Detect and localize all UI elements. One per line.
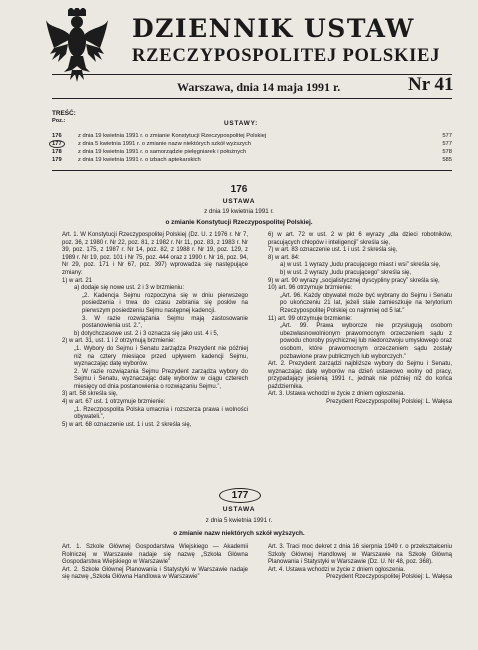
header-rule-bottom bbox=[52, 98, 452, 99]
toc-item-title: z dnia 5 kwietnia 1991 r. o zmianie nazw niektórych szkół wyższych bbox=[78, 141, 252, 147]
toc-item[interactable] bbox=[52, 132, 452, 140]
act-176-paragraph: 11) art. 99 otrzymuje brzmienie: bbox=[268, 315, 352, 322]
act-176-paragraph: 7) w art. 83 oznaczenie ust. 1 i ust. 2 skreśla się, bbox=[268, 247, 398, 254]
act-177-paragraph: Art. 2. Szkole Głównej Planowania i Statystyki w Warszawie nadaje się nazwę „Szkoła Główna Handlowa w Warszawie” bbox=[62, 566, 248, 581]
act-176-paragraph: 4) w art. 67 ust. 1 otrzymuje brzmienie: bbox=[62, 399, 166, 406]
act-176-paragraph: 3) art. 58 skreśla się, bbox=[62, 391, 118, 398]
act-177-subject: o zmianie nazw niektórych szkół wyższych. bbox=[173, 530, 305, 537]
act-177-date: z dnia 5 kwietnia 1991 r. bbox=[205, 517, 273, 524]
toc-item-title: z dnia 19 kwietnia 1991 r. o izbach aptekarskich bbox=[78, 157, 201, 163]
header-rule-top bbox=[52, 74, 452, 75]
act-176-signature: Prezydent Rzeczypospolitej Polskiej: L. Wałęsa bbox=[326, 399, 452, 406]
gazette-title: DZIENNIK USTAW bbox=[132, 14, 415, 43]
toc-poz-label: Poz.: bbox=[52, 118, 66, 124]
toc-section-title: USTAWY: bbox=[224, 120, 259, 127]
toc-item-page: 577 bbox=[442, 141, 452, 147]
toc-label: TREŚĆ: bbox=[52, 110, 76, 117]
toc-item-page: 577 bbox=[442, 133, 452, 139]
act-176-paragraph: „2. Kadencja Sejmu rozpoczyna się w dniu pierwszego posiedzenia i trwa do czasu zebrania się posłów na pierwszym posiedzeniu Sejmu następnej kadencji. bbox=[82, 292, 248, 314]
act-177-type: USTAWA bbox=[222, 506, 256, 513]
act-177-right-column bbox=[258, 544, 452, 582]
act-176-paragraph: a) dodaje się nowe ust. 2 i 3 w brzmieniu: bbox=[74, 285, 185, 292]
act-176-left-column bbox=[52, 232, 248, 429]
act-177-paragraph: Art. 1. Szkole Głównej Gospodarstwa Wiejskiego — Akademii Rolniczej w Warszawie nadaje się nazwę „Szkoła Główna Gospodarstwa Wiejskiego w Warszawie” bbox=[62, 544, 248, 566]
act-176-paragraph: b) w ust. 2 wyrazy „ludu pracującego” skreśla się, bbox=[280, 269, 412, 276]
act-176-subject: o zmianie Konstytucji Rzeczypospolitej Polskiej. bbox=[165, 219, 313, 226]
act-176-paragraph: 6) w art. 72 w ust. 2 w pkt 6 wyrazy „dla dzieci robotników, pracujących chłopów i inteligencji” skreśla się, bbox=[268, 232, 452, 246]
table-of-contents bbox=[52, 132, 452, 164]
toc-item[interactable] bbox=[52, 148, 452, 156]
act-176-type: USTAWA bbox=[222, 198, 256, 205]
act-176-paragraph: 2) w art. 31, ust. 1 i 2 otrzymują brzmienie: bbox=[62, 338, 176, 345]
act-176-paragraph: 10) art. 96 otrzymuje brzmienie: bbox=[268, 285, 353, 292]
act-176-number: 176 bbox=[230, 184, 248, 195]
act-176-paragraph: 8) w art. 84: bbox=[268, 254, 300, 261]
act-177-paragraph: Art. 4. Ustawa wchodzi w życie z dniem ogłoszenia. bbox=[268, 566, 406, 573]
toc-item-title: z dnia 19 kwietnia 1991 r. o zmianie Konstytucji Rzeczypospolitej Polskiej bbox=[78, 133, 267, 139]
act-176-date: z dnia 19 kwietnia 1991 r. bbox=[204, 208, 274, 215]
issue-date: Warszawa, dnia 14 maja 1991 r. bbox=[177, 80, 341, 94]
act-176-paragraph: Art. 2. Prezydent zarządzi najbliższe wybory do Sejmu i Senatu, wyznaczając datę wyborów na dzień ustawowo wolny od pracy, przypadający jesienią 1991 r., jednak nie później niż do końca października. bbox=[268, 361, 452, 390]
act-176-paragraph: 5) w art. 68 oznaczenie ust. 1 i ust. 2 skreśla się, bbox=[62, 421, 192, 428]
toc-item-number: 178 bbox=[52, 149, 62, 155]
act-177-paragraph: Art. 3. Traci moc dekret z dnia 16 sierpnia 1949 r. o przekształceniu Szkoły Głównej Handlowej w Warszawie na Szkołę Główną Planowania i Statystyki w Warszawie (Dz. U. Nr 48, poz. 368). bbox=[268, 544, 452, 566]
act-176-paragraph: „Art. 99. Prawa wyborcze nie przysługują osobom ubezwłasnowolnionym prawomocnym orzeczeniem sądu z powodu choroby psychicznej lub niedorozwoju umysłowego oraz osobom, które prawomocnym orzeczeniem sądu zostały pozbawione praw publicznych lub wyborczych.” bbox=[280, 323, 452, 360]
toc-item[interactable] bbox=[52, 156, 452, 164]
polish-eagle-emblem-icon bbox=[44, 8, 110, 84]
toc-item[interactable] bbox=[52, 140, 452, 148]
toc-item-number: 179 bbox=[52, 157, 62, 163]
act-176-paragraph: Art. 3. Ustawa wchodzi w życie z dniem ogłoszenia. bbox=[268, 391, 406, 398]
act-176-paragraph: „1. Wybory do Sejmu i Senatu zarządza Prezydent nie później niż na cztery miesiące przed upływem kadencji Sejmu, wyznaczając datę wyborów. bbox=[74, 345, 248, 368]
issue-number: Nr 41 bbox=[408, 74, 454, 95]
act-176-paragraph: 1) w art. 21 bbox=[62, 277, 93, 284]
toc-rule bbox=[52, 170, 452, 171]
act-176-paragraph: 3. W razie rozwiązania Sejmu mają zastosowanie postanowienia ust. 2.”, bbox=[82, 315, 248, 330]
toc-item-number: 176 bbox=[52, 133, 62, 139]
act-177-number: 177 bbox=[219, 488, 261, 503]
act-176-paragraph: Art. 1. W Konstytucji Rzeczypospolitej Polskiej (Dz. U. z 1976 r. Nr 7, poz. 36, z 1980 r. Nr 22, poz. 81, z 1982 r. Nr 11, poz. 83, z 1983 r. Nr 39, poz. 175, z 1987 r. Nr 14, poz. 82, z 1988 r. Nr 19, poz. 129, z 1989 r. Nr 19, poz. 101 i Nr 75, poz. 444 oraz z 1990 r. Nr 16, poz. 94, Nr 29, poz. 171 i Nr 67, poz. 397) wprowadza się następujące zmiany: bbox=[62, 232, 248, 276]
act-176-right-column bbox=[258, 232, 452, 407]
act-177-signature: Prezydent Rzeczypospolitej Polskiej: L. Wałęsa bbox=[326, 574, 452, 581]
gazette-subtitle: RZECZYPOSPOLITEJ POLSKIEJ bbox=[132, 46, 441, 66]
act-176-paragraph: a) w ust. 1 wyrazy „ludu pracującego miast i wsi” skreśla się, bbox=[280, 262, 441, 269]
act-176-paragraph: „Art. 96. Każdy obywatel może być wybrany do Sejmu i Senatu po ukończeniu 21 lat, jeżeli stale zamieszkuje na terytorium Rzeczypospolitej Polskiej co najmniej od 5 lat.” bbox=[280, 292, 452, 314]
toc-item-number: 177 bbox=[49, 140, 65, 148]
toc-item-page: 578 bbox=[442, 149, 452, 155]
act-177-left-column bbox=[52, 544, 248, 582]
toc-item-page: 585 bbox=[442, 157, 452, 163]
toc-item-title: z dnia 19 kwietnia 1991 r. o samorządzie pielęgniarek i położnych bbox=[78, 149, 247, 155]
act-176-paragraph: 2. W razie rozwiązania Sejmu Prezydent zarządza wybory do Sejmu i Senatu, wyznaczając datę wyborów w ciągu czterech miesięcy od dnia postanowienia o rozwiązaniu Sejmu.”, bbox=[74, 368, 248, 390]
act-176-paragraph: b) dotychczasowe ust. 2 i 3 oznacza się jako ust. 4 i 5, bbox=[74, 330, 219, 337]
act-176-paragraph: „1. Rzeczpospolita Polska umacnia i rozszerza prawa i wolności obywateli.”, bbox=[74, 406, 248, 421]
act-176-paragraph: 9) w art. 90 wyrazy „socjalistycznej dyscypliny pracy” skreśla się, bbox=[268, 277, 440, 284]
